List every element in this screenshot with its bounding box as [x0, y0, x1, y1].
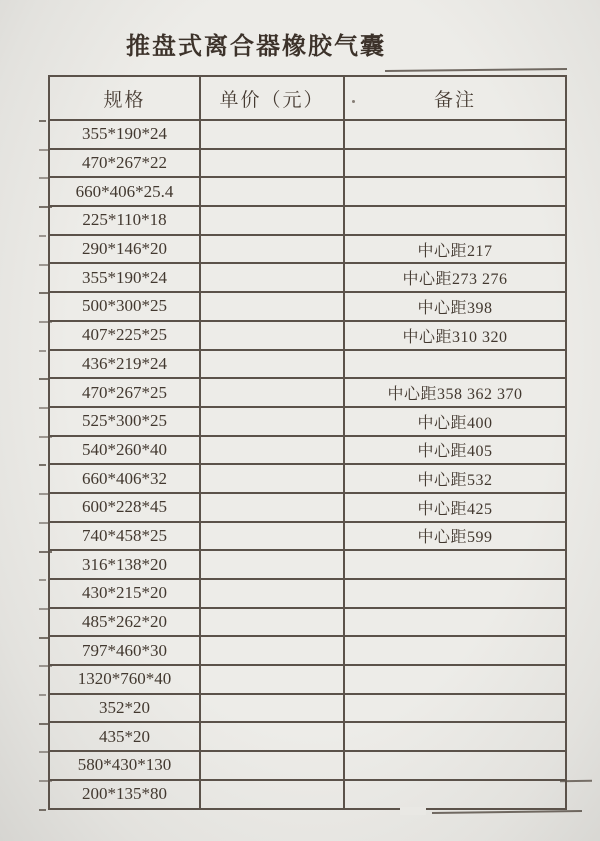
- remark-cell: [344, 751, 566, 780]
- table-row: [49, 177, 566, 206]
- table-row: [49, 235, 566, 264]
- spec-table-body: [49, 120, 566, 809]
- spec-cell: 1320*760*40: [49, 665, 200, 694]
- spec-cell: 580*430*130: [49, 751, 200, 780]
- scan-row-line-stub: [39, 780, 52, 782]
- price-cell: [200, 579, 344, 608]
- scan-row-line-stub: [39, 120, 46, 122]
- remark-cell: [344, 149, 566, 178]
- remark-cell: [344, 665, 566, 694]
- price-cell: [200, 751, 344, 780]
- scan-row-line-stub: [39, 637, 50, 639]
- spec-cell: 436*219*24: [49, 350, 200, 379]
- scan-row-line-stub: [39, 493, 48, 495]
- remark-cell: [344, 177, 566, 206]
- scan-row-line-stub: [39, 321, 52, 323]
- scan-row-line-stub: [39, 149, 48, 151]
- price-cell: [200, 780, 344, 809]
- scan-row-line-stub: [39, 723, 48, 725]
- remark-cell: 中心距425: [344, 493, 566, 522]
- scan-double-top-line: [385, 68, 567, 72]
- price-cell: [200, 235, 344, 264]
- header-price: 单价（元）: [200, 76, 344, 120]
- scan-row-line-stub: [39, 292, 50, 294]
- spec-cell: 355*190*24: [49, 120, 200, 149]
- spec-cell: 660*406*32: [49, 464, 200, 493]
- page-title: 推盘式离合器橡胶气囊: [126, 34, 386, 60]
- price-cell: [200, 636, 344, 665]
- table-row: [49, 780, 566, 809]
- scan-line-gap: [400, 807, 426, 815]
- spec-cell: 485*262*20: [49, 608, 200, 637]
- remark-cell: 中心距400: [344, 407, 566, 436]
- remark-cell: 中心距217: [344, 235, 566, 264]
- scan-row-line-stub: [39, 665, 52, 667]
- remark-cell: [344, 608, 566, 637]
- scan-row-line-stub: [39, 378, 48, 380]
- table-row: [49, 579, 566, 608]
- table-row: [49, 350, 566, 379]
- table-row: [49, 522, 566, 551]
- table-row: [49, 206, 566, 235]
- table-row: [49, 464, 566, 493]
- spec-cell: 200*135*80: [49, 780, 200, 809]
- scan-row-line-stub: [39, 608, 48, 610]
- remark-cell: 中心距398: [344, 292, 566, 321]
- table-row: [49, 378, 566, 407]
- table-row: [49, 321, 566, 350]
- scan-dash-right-2: [432, 810, 582, 814]
- price-cell: [200, 177, 344, 206]
- spec-cell: 435*20: [49, 722, 200, 751]
- remark-cell: [344, 636, 566, 665]
- spec-cell: 407*225*25: [49, 321, 200, 350]
- remark-cell: 中心距358 362 370: [344, 378, 566, 407]
- price-cell: [200, 292, 344, 321]
- spec-cell: 470*267*22: [49, 149, 200, 178]
- price-cell: [200, 464, 344, 493]
- price-cell: [200, 263, 344, 292]
- table-row: [49, 263, 566, 292]
- spec-cell: 525*300*25: [49, 407, 200, 436]
- table-row: [49, 493, 566, 522]
- table-row: [49, 550, 566, 579]
- table-row: [49, 694, 566, 723]
- scan-row-line-stub: [39, 751, 50, 753]
- remark-cell: [344, 722, 566, 751]
- price-cell: [200, 436, 344, 465]
- remark-cell: [344, 350, 566, 379]
- header-row: [49, 76, 566, 120]
- remark-cell: 中心距599: [344, 522, 566, 551]
- remark-cell: [344, 550, 566, 579]
- spec-cell: 430*215*20: [49, 579, 200, 608]
- price-cell: [200, 694, 344, 723]
- price-cell: [200, 407, 344, 436]
- header-remark: 备注: [344, 76, 566, 120]
- table-row: [49, 722, 566, 751]
- spec-cell: 355*190*24: [49, 263, 200, 292]
- remark-cell: [344, 206, 566, 235]
- price-cell: [200, 550, 344, 579]
- header-spec: 规格: [49, 76, 200, 120]
- price-cell: [200, 378, 344, 407]
- scan-row-line-stub: [39, 264, 48, 266]
- scan-row-line-stub: [39, 809, 46, 811]
- spec-cell: 797*460*30: [49, 636, 200, 665]
- scan-row-line-stub: [39, 407, 50, 409]
- remark-cell: [344, 120, 566, 149]
- spec-cell: 225*110*18: [49, 206, 200, 235]
- table-row: [49, 120, 566, 149]
- price-cell: [200, 149, 344, 178]
- remark-cell: [344, 694, 566, 723]
- table-row: [49, 292, 566, 321]
- table-row: [49, 149, 566, 178]
- scan-row-line-stub: [39, 235, 46, 237]
- spec-table-head: [49, 76, 566, 120]
- price-cell: [200, 722, 344, 751]
- remark-cell: 中心距310 320: [344, 321, 566, 350]
- table-row: [49, 608, 566, 637]
- remark-cell: 中心距273 276: [344, 263, 566, 292]
- table-row: [49, 407, 566, 436]
- spec-cell: 660*406*25.4: [49, 177, 200, 206]
- scan-speck: [352, 100, 355, 103]
- remark-cell: 中心距405: [344, 436, 566, 465]
- scan-dash-right-1: [560, 780, 592, 783]
- spec-cell: 500*300*25: [49, 292, 200, 321]
- table-row: [49, 436, 566, 465]
- table-row: [49, 665, 566, 694]
- spec-table: [48, 75, 567, 810]
- price-cell: [200, 206, 344, 235]
- price-cell: [200, 608, 344, 637]
- remark-cell: [344, 780, 566, 809]
- scan-row-line-stub: [39, 579, 46, 581]
- scan-row-line-stub: [39, 206, 52, 208]
- price-cell: [200, 321, 344, 350]
- price-cell: [200, 493, 344, 522]
- price-cell: [200, 665, 344, 694]
- scan-row-line-stub: [39, 436, 52, 438]
- spec-cell: 316*138*20: [49, 550, 200, 579]
- table-row: [49, 751, 566, 780]
- scan-row-line-stub: [39, 177, 50, 179]
- price-cell: [200, 350, 344, 379]
- remark-cell: 中心距532: [344, 464, 566, 493]
- spec-cell: 352*20: [49, 694, 200, 723]
- remark-cell: [344, 579, 566, 608]
- price-cell: [200, 522, 344, 551]
- spec-cell: 600*228*45: [49, 493, 200, 522]
- price-cell: [200, 120, 344, 149]
- scan-row-line-stub: [39, 551, 52, 553]
- scan-row-line-stub: [39, 694, 46, 696]
- spec-cell: 470*267*25: [49, 378, 200, 407]
- scan-row-line-stub: [39, 522, 50, 524]
- scan-row-line-stub: [39, 464, 46, 466]
- table-row: [49, 636, 566, 665]
- spec-cell: 540*260*40: [49, 436, 200, 465]
- spec-cell: 290*146*20: [49, 235, 200, 264]
- spec-cell: 740*458*25: [49, 522, 200, 551]
- scan-row-line-stub: [39, 350, 46, 352]
